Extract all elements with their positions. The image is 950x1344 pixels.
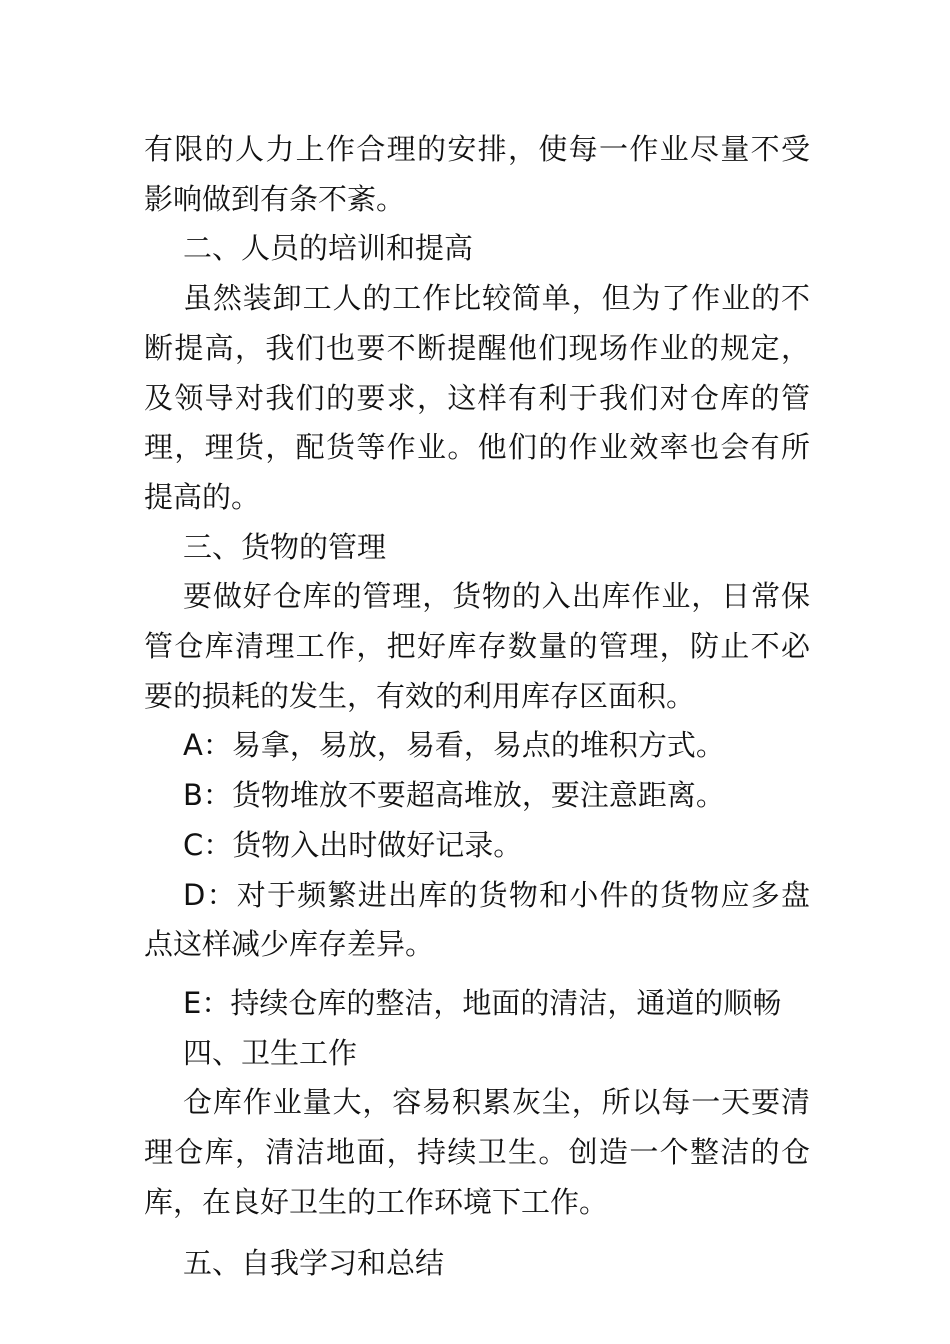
section-heading-hygiene: 四、卫生工作	[183, 1035, 358, 1070]
paragraph-hygiene: 仓库作业量大，容易积累灰尘，所以每一天要清理仓库，清洁地面，持续卫生。创造一个整洁的仓库，在良好卫生的工作环境下工作。	[144, 1085, 810, 1219]
paragraph-continuation: 有限的人力上作合理的安排，使每一作业尽量不受影响做到有条不紊。	[144, 132, 810, 216]
list-item-e: E：持续仓库的整洁，地面的清洁，通道的顺畅	[183, 985, 782, 1020]
list-item-d: D：对于频繁进出库的货物和小件的货物应多盘点这样减少库存差异。	[144, 877, 810, 962]
list-item-c: C：货物入出时做好记录。	[183, 827, 523, 862]
paragraph-goods-management: 要做好仓库的管理，货物的入出库作业，日常保管仓库清理工作，把好库存数量的管理，防止不必要的损耗的发生，有效的利用库存区面积。	[144, 579, 810, 713]
section-heading-self-learning: 五、自我学习和总结	[183, 1246, 445, 1281]
paragraph-training: 虽然装卸工人的工作比较简单，但为了作业的不断提高，我们也要不断提醒他们现场作业的规定，及领导对我们的要求，这样有利于我们对仓库的管理，理货，配货等作业。他们的作业效率也会有所提高的。	[144, 281, 810, 514]
list-item-b: B：货物堆放不要超高堆放，要注意距离。	[183, 778, 725, 813]
list-item-a: A：易拿，易放，易看，易点的堆积方式。	[183, 728, 725, 763]
section-heading-goods-management: 三、货物的管理	[183, 529, 387, 564]
document-body	[144, 125, 810, 1289]
section-heading-personnel-training: 二、人员的培训和提高	[183, 231, 474, 266]
